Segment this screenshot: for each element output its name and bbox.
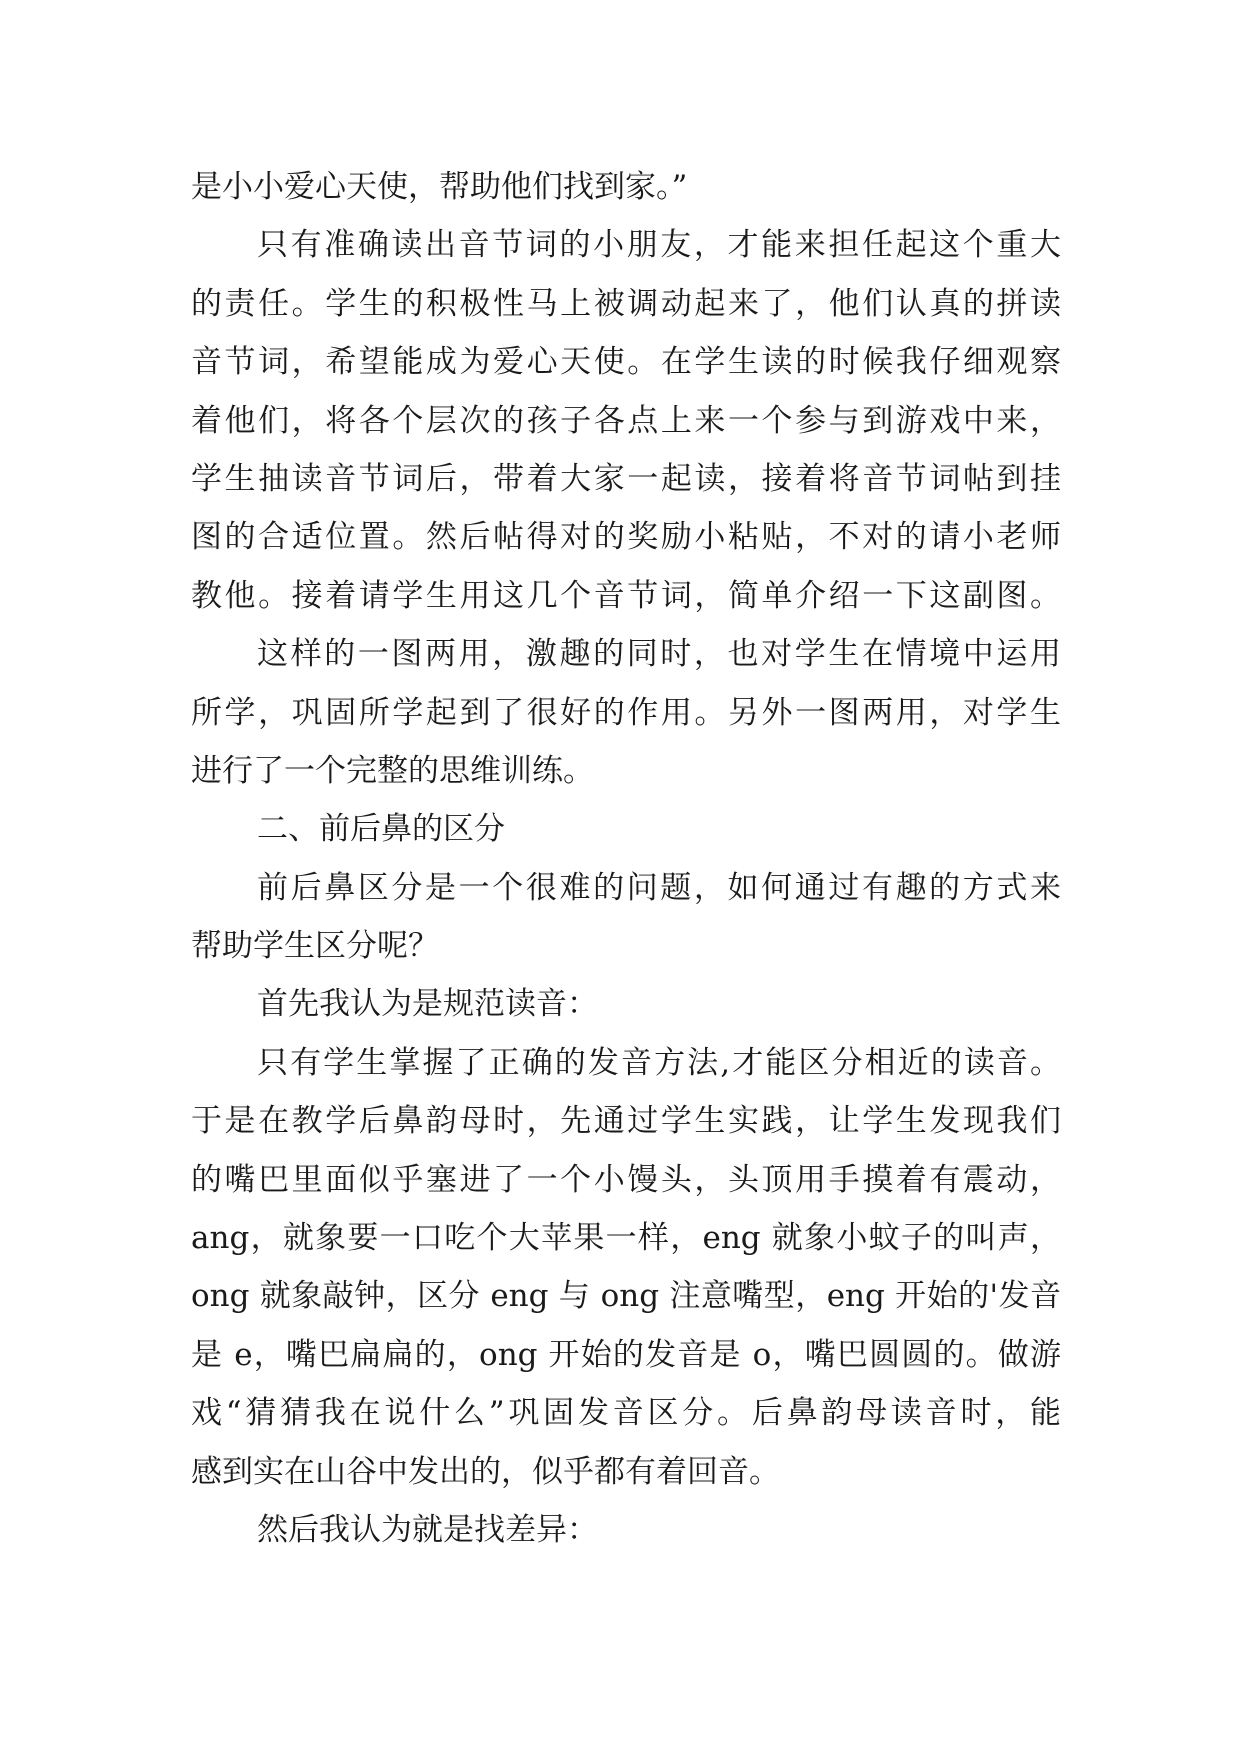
text-line: 所学，巩固所学起到了很好的作用。另外一图两用，对学生 (191, 694, 1061, 731)
paragraph-first-line: 只有准确读出音节词的小朋友，才能来担任起这个重大 (257, 227, 1061, 264)
paragraph-first-line: 只有学生掌握了正确的发音方法,才能区分相近的读音。 (257, 1044, 1061, 1081)
section-heading: 二、前后鼻的区分 (257, 811, 505, 848)
document-page (191, 158, 1061, 1559)
text-line: 帮助学生区分呢？ (191, 928, 439, 965)
paragraph-first-line: 前后鼻区分是一个很难的问题，如何通过有趣的方式来 (257, 869, 1061, 906)
text-line: 的嘴巴里面似乎塞进了一个小馒头，头顶用手摸着有震动， (191, 1161, 1061, 1198)
paragraph-first-line: 首先我认为是规范读音： (257, 986, 598, 1023)
text-line: 学生抽读音节词后，带着大家一起读，接着将音节词帖到挂 (191, 460, 1061, 497)
text-line: 进行了一个完整的思维训练。 (191, 752, 594, 789)
text-line: 着他们，将各个层次的孩子各点上来一个参与到游戏中来， (191, 402, 1061, 439)
text-line: 图的合适位置。然后帖得对的奖励小粘贴，不对的请小老师 (191, 519, 1061, 556)
paragraph-first-line: 然后我认为就是找差异： (257, 1511, 598, 1548)
text-line: 戏“猜猜我在说什么”巩固发音区分。后鼻韵母读音时，能 (191, 1395, 1061, 1432)
text-line: 是 e，嘴巴扁扁的，ong 开始的发音是 o，嘴巴圆圆的。做游 (191, 1336, 1061, 1373)
paragraph-first-line: 这样的一图两用，激趣的同时，也对学生在情境中运用 (257, 636, 1061, 673)
text-line: 教他。接着请学生用这几个音节词，简单介绍一下这副图。 (191, 577, 1061, 614)
text-line: ang，就象要一口吃个大苹果一样，eng 就象小蚊子的叫声， (191, 1220, 1061, 1257)
text-line: 音节词，希望能成为爱心天使。在学生读的时候我仔细观察 (191, 344, 1061, 381)
text-line: ong 就象敲钟，区分 eng 与 ong 注意嘴型，eng 开始的'发音 (191, 1278, 1061, 1315)
text-line: 于是在教学后鼻韵母时，先通过学生实践，让学生发现我们 (191, 1103, 1061, 1140)
text-line: 是小小爱心天使，帮助他们找到家。” (191, 169, 688, 205)
text-line: 的责任。学生的积极性马上被调动起来了，他们认真的拼读 (191, 285, 1061, 322)
text-line: 感到实在山谷中发出的，似乎都有着回音。 (191, 1453, 780, 1490)
